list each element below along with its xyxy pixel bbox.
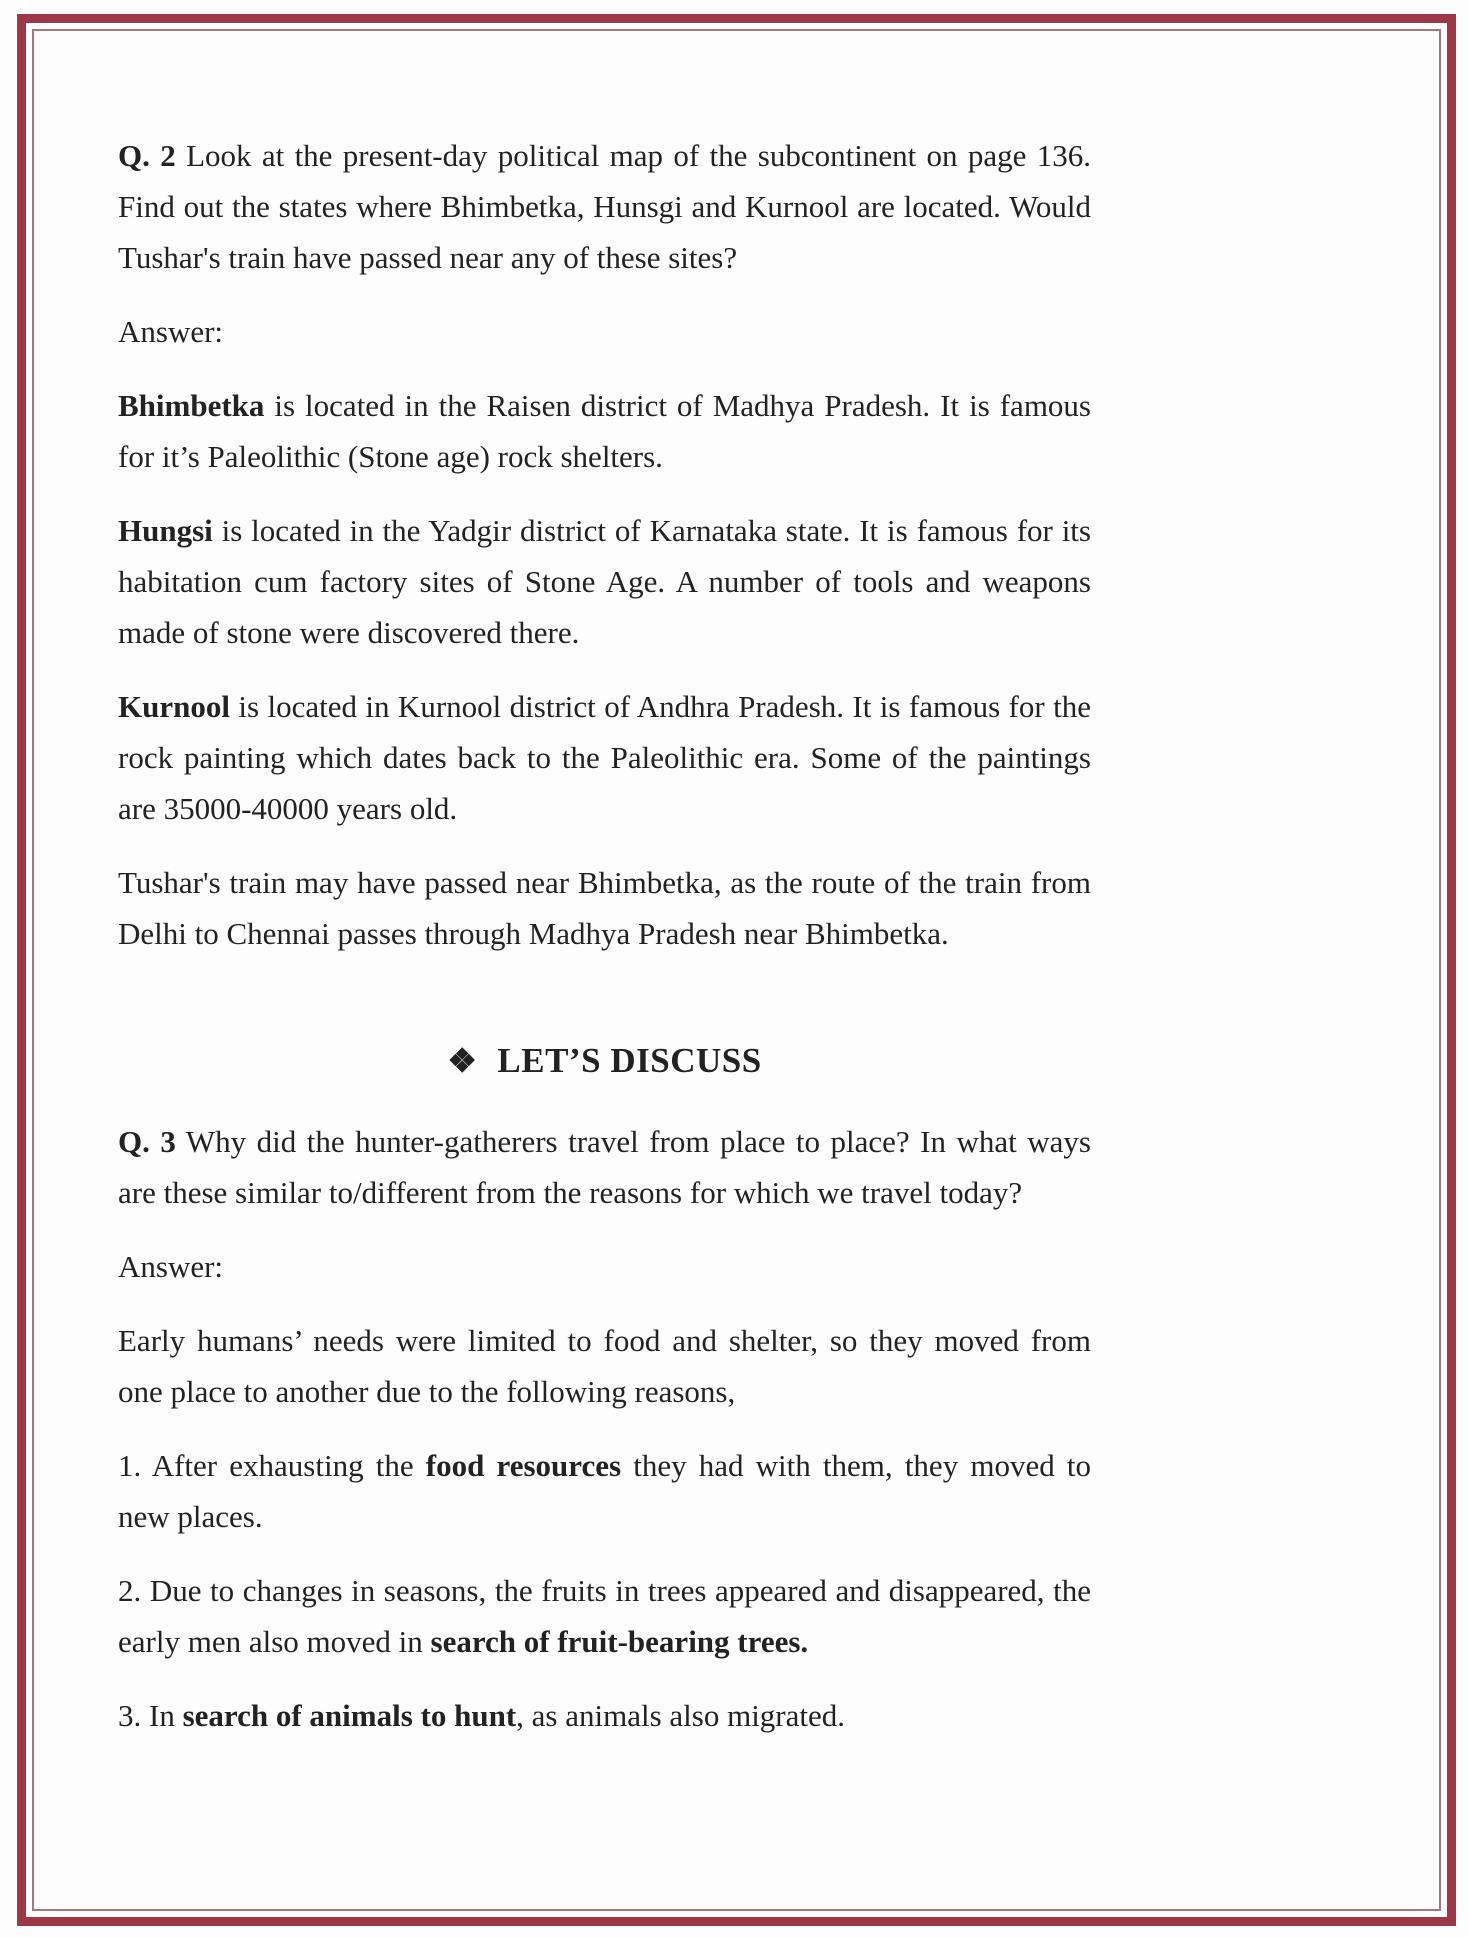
reason-list-item-3: [118, 1690, 1091, 1741]
diamond-bullet-icon: ❖: [447, 1044, 478, 1080]
answer-2-hungsi-text: is located in the Yadgir district of Karnataka state. It is famous for its habitation cum factory sites of Stone Age. A number of tools and weapons made of stone were discovered there.: [118, 513, 1091, 650]
reason-2-bold: search of fruit-bearing trees.: [430, 1624, 809, 1659]
reason-3-post: , as animals also migrated.: [516, 1698, 846, 1733]
reason-1-pre: 1. After exhausting the: [118, 1448, 426, 1483]
reason-1-post: they had with them, they moved to new places.: [118, 1448, 1091, 1534]
question-2-text: Look at the present-day political map of the subcontinent on page 136. Find out the states where Bhimbetka, Hunsgi and Kurnool are located. Would Tushar's train have passed near any of these sites?: [118, 138, 1091, 275]
answer-2-closing-paragraph: Tushar's train may have passed near Bhimbetka, as the route of the train from Delhi to Chennai passes through Madhya Pradesh near Bhimbetka.: [118, 865, 1091, 951]
answer-2-paragraph-hungsi: [118, 505, 1091, 658]
reason-list-item-1: [118, 1440, 1091, 1542]
reason-3-bold: search of animals to hunt: [182, 1698, 517, 1733]
answer-2-label: Answer:: [118, 314, 224, 349]
term-kurnool: Kurnool: [118, 689, 230, 724]
question-2-paragraph: [118, 130, 1091, 283]
document-content: [118, 130, 1091, 1764]
reason-3-pre: 3. In: [118, 1698, 183, 1733]
section-heading: [118, 1035, 1091, 1088]
answer-2-bhimbetka-text: is located in the Raisen district of Madhya Pradesh. It is famous for it’s Paleolithic (Stone age) rock shelters.: [118, 388, 1091, 474]
answer-3-label: Answer:: [118, 1249, 224, 1284]
question-3-label: Q. 3: [118, 1124, 176, 1159]
question-2-label: Q. 2: [118, 138, 176, 173]
reason-2-pre: 2. Due to changes in seasons, the fruits in trees appeared and disappeared, the early men also moved in: [118, 1573, 1091, 1659]
term-bhimbetka: Bhimbetka: [118, 388, 265, 423]
answer-2-kurnool-text: is located in Kurnool district of Andhra Pradesh. It is famous for the rock painting which dates back to the Paleolithic era. Some of the paintings are 35000-40000 years old.: [118, 689, 1091, 826]
term-hungsi: Hungsi: [118, 513, 213, 548]
section-heading-title: LET’S DISCUSS: [497, 1041, 762, 1080]
answer-2-paragraph-bhimbetka: [118, 380, 1091, 482]
question-3-text: Why did the hunter-gatherers travel from place to place? In what ways are these similar to/different from the reasons for which we travel today?: [118, 1124, 1091, 1210]
reason-1-bold: food resources: [425, 1448, 622, 1483]
answer-2-paragraph-kurnool: [118, 681, 1091, 834]
answer-3-intro-paragraph: Early humans’ needs were limited to food and shelter, so they moved from one place to another due to the following reasons,: [118, 1323, 1091, 1409]
question-3-paragraph: [118, 1116, 1091, 1218]
reason-list-item-2: [118, 1565, 1091, 1667]
